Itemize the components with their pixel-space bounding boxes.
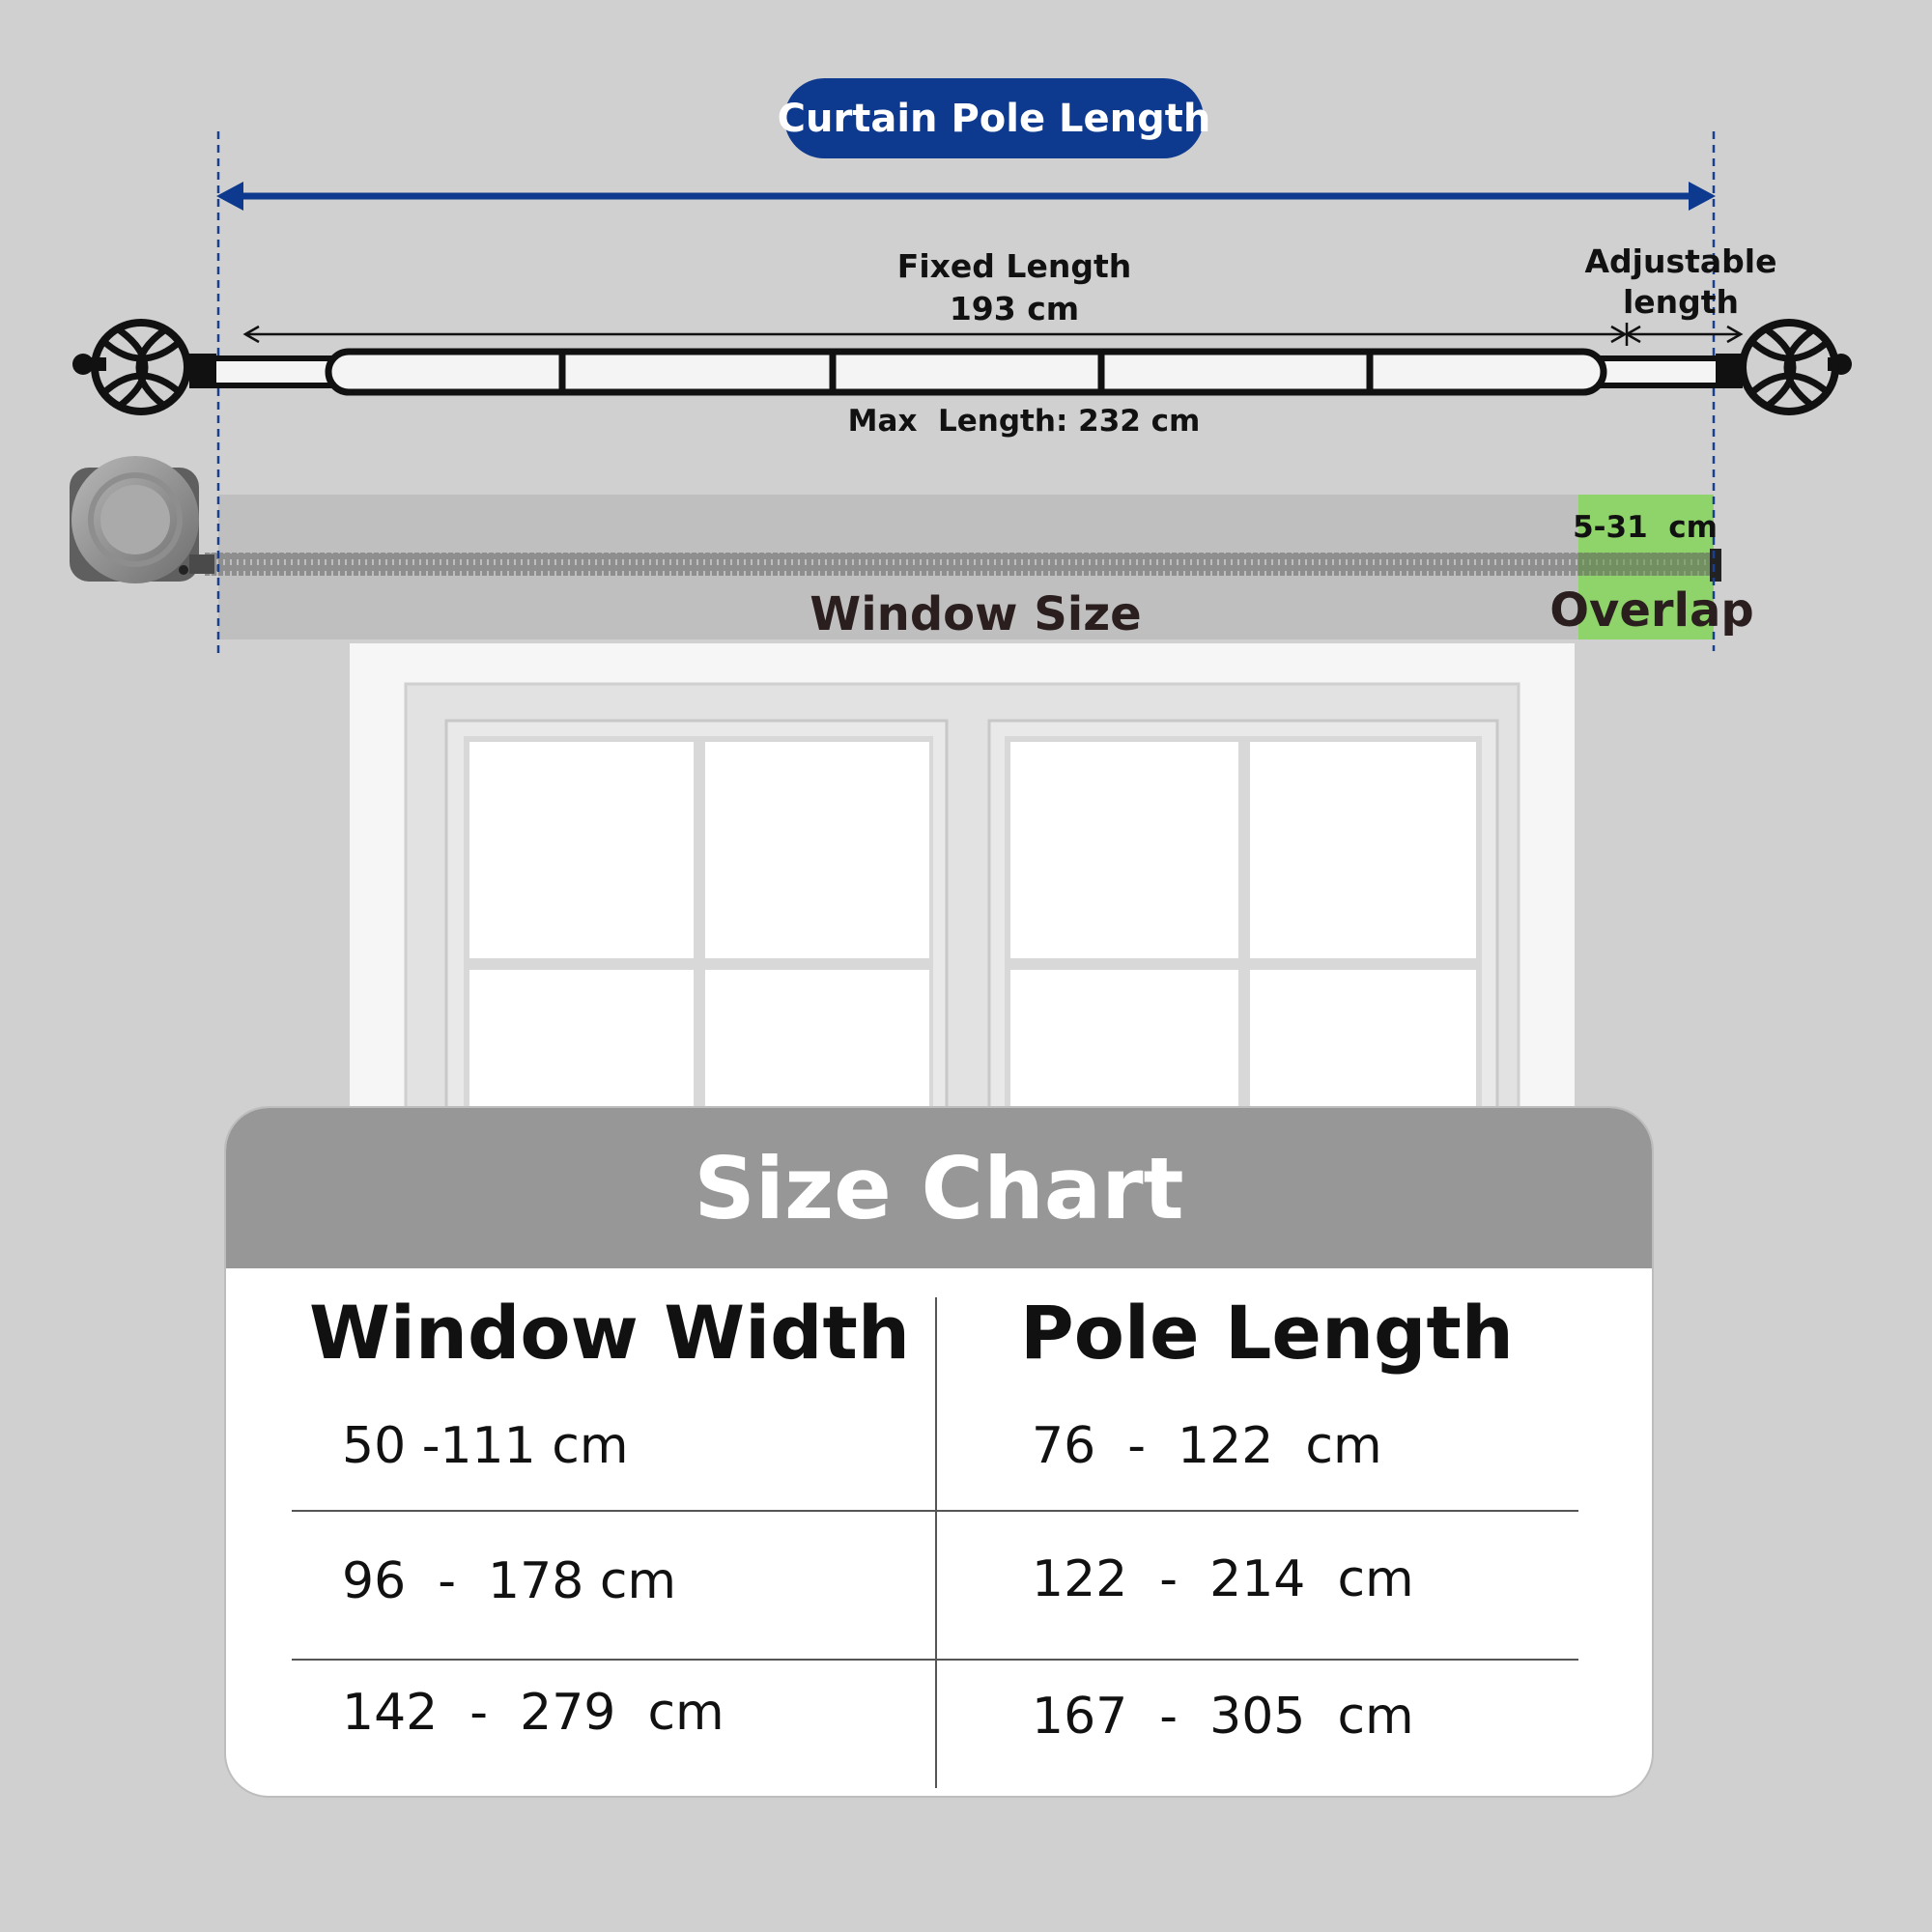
table-cell: 142 - 279 cm — [342, 1684, 724, 1742]
window-size-label: Window Size — [810, 587, 1142, 641]
column-header-pole-length: Pole Length — [1020, 1290, 1514, 1376]
overlap-value-label: 5-31 cm — [1573, 510, 1718, 545]
table-cell: 122 - 214 cm — [1032, 1550, 1414, 1608]
adjustable-length-arrow — [1627, 323, 1741, 346]
table-cell: 167 - 305 cm — [1032, 1688, 1414, 1746]
pole-length-arrow — [216, 182, 1716, 211]
curtain-pole-length-title: Curtain Pole Length — [784, 78, 1204, 158]
max-length-label: Max Length: 232 cm — [847, 404, 1201, 439]
fixed-length-caption: Fixed Length — [896, 247, 1132, 285]
curtain-pole — [189, 352, 1743, 392]
left-finial-icon — [72, 323, 187, 412]
table-cell: 96 - 178 cm — [342, 1552, 677, 1610]
adjustable-length-label — [1546, 242, 1816, 323]
fixed-length-value: 193 cm — [949, 290, 1080, 327]
overlap-label: Overlap — [1549, 583, 1754, 638]
table-cell: 50 -111 cm — [342, 1417, 629, 1475]
fixed-length-label — [850, 245, 1179, 330]
row-divider — [292, 1510, 1578, 1512]
column-header-window-width: Window Width — [309, 1290, 910, 1376]
adjustable-length-line2: length — [1622, 283, 1740, 321]
column-divider — [935, 1297, 937, 1788]
window-illustration — [350, 643, 1575, 1126]
table-cell: 76 - 122 cm — [1032, 1417, 1382, 1475]
row-divider — [292, 1659, 1578, 1661]
right-finial-icon — [1743, 323, 1852, 412]
size-chart-title: Size Chart — [226, 1108, 1652, 1268]
adjustable-length-line1: Adjustable — [1584, 242, 1777, 280]
size-chart-table — [224, 1106, 1654, 1798]
